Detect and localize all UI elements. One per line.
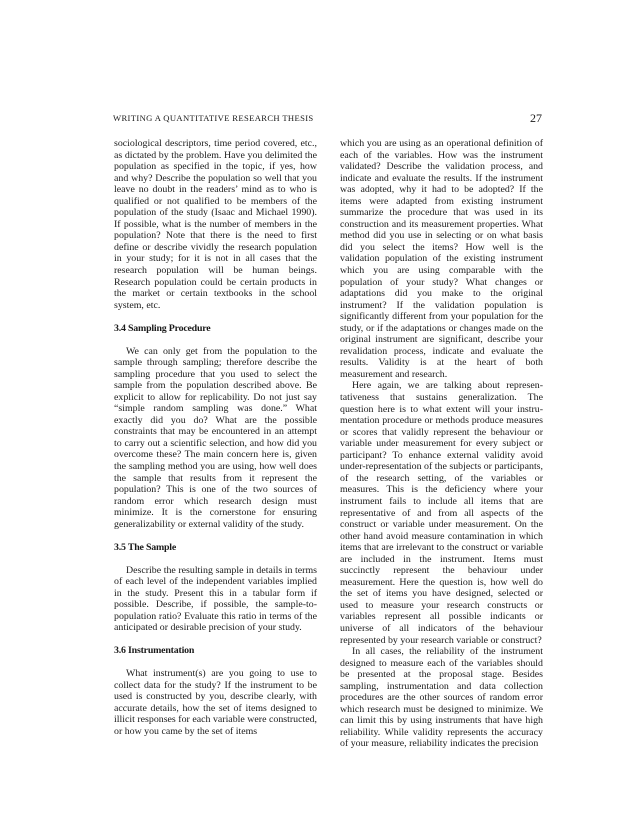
left-column <box>114 138 317 738</box>
right-column <box>340 138 543 750</box>
section-heading: 3.6 Instrumentation <box>114 645 195 657</box>
paragraph: What instrument(s) are you going to use to collect data for the study? If the instrument to be used is constructed by you, describe clearly, with accurate details, how the set of items designed to illicit responses for each variable were constructed, or how you came by the set of items <box>114 668 317 737</box>
running-header <box>113 111 542 125</box>
paragraph: sociological descriptors, time period covered, etc., as dictated by the problem. Have you delimited the population as specified in the topic, if yes, how and why? Describe the population so well that you leave no doubt in the readers’ mind as to who is qualified or not qualified to be members of the population of the study (Isaac and Michael 1990). If possible, what is the number of members in the population? Note that there is the need to first define or describe vividly the research population in your study; for it is not in all cases that the research population will be human beings. Research population could be certain products in the market or certain textbooks in the school system, etc. <box>114 138 317 311</box>
paragraph: In all cases, the reliability of the instrument designed to measure each of the variables should be presented at the proposal stage. Besides sampling, instrumentation and data collection procedures are the other sources of random error which research must be designed to minimize. We can limit this by using instruments that have high reliability. While validity represents the accuracy of your measure, reliability indicates the precision <box>340 646 543 750</box>
page-number: 27 <box>530 111 542 125</box>
section-heading: 3.5 The Sample <box>114 541 177 553</box>
paragraph: Describe the resulting sample in details in terms of each level of the independent variables implied in the study. Present this in a tabular form if possible. Describe, if possible, the sample-to-population ratio? Evaluate this ratio in terms of the anticipated or desirable precision of your study. <box>114 564 317 634</box>
section-heading: 3.4 Sampling Procedure <box>114 322 211 334</box>
paragraph: Here again, we are talking about represen-tativeness that sustains generalization. The question here is to what extent will your instru-mentation procedure or methods produce measures or scores that validly represent the behaviour or variable under measurement for every subject or participant? To enhance external validity avoid under-representation of the subjects or participants, of the research setting, of the variables or measures. This is the deficiency where your instrument fails to include all items that are representative of and from all aspects of the construct or variable under measurement. On the other hand avoid measure contamination in which items that are irrelevant to the construct or variable are included in the instrument. Items must succinctly represent the behaviour under measurement. Here the question is, how well do the set of items you have designed, selected or used to measure your research constructs or variables represent all possible indicants or universe of all indicators of the behaviour represented by your research variable or construct? <box>340 380 543 646</box>
paragraph: which you are using as an operational definition of each of the variables. How was the instrument validated? Describe the validation process, and indicate and evaluate the results. If the instrument was adopted, why it had to be adopted? If the items were adapted from existing instrument summarize the procedure that was used in its construction and its measurement properties. What method did you use in selecting or on what basis did you select the items? How well is the validation population of the existing instrument which you are using comparable with the population of your study? What changes or adaptations did you make to the original instrument? If the validation population is significantly different from your population for the study, or if the adaptations or changes made on the original instrument are significant, describe your revalidation process, indicate and evaluate the results. Validity is at the heart of both measurement and research. <box>340 138 543 380</box>
paragraph: We can only get from the population to the sample through sampling; therefore describe the sampling procedure that you used to select the sample from the population described above. Be explicit to allow for replicability. Do not just say “simple random sampling was done.” What exactly did you do? What are the possible constraints that may be encountered in an attempt to carry out a scientific selection, and how did you overcome these? The main concern here is, given the sampling method you are using, how well does the sample that results from it represent the population? This is one of the two sources of random error which research design must minimize. It is the cornerstone for ensuring generalizability or external validity of the study. <box>114 345 317 530</box>
running-title: WRITING A QUANTITATIVE RESEARCH THESIS <box>113 113 314 123</box>
